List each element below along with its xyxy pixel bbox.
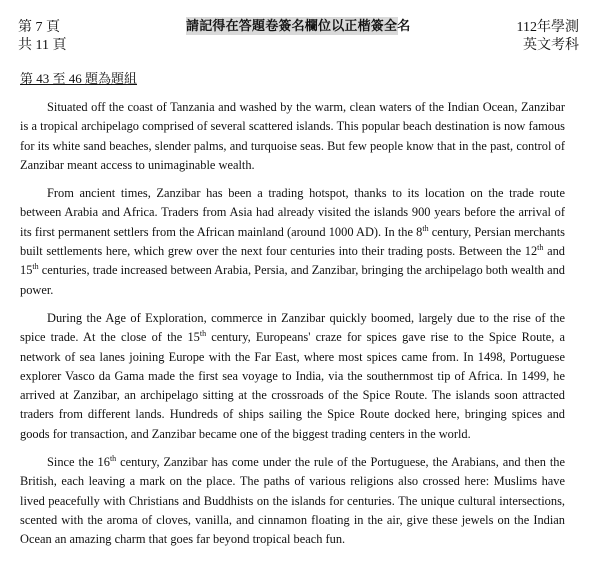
paragraph-text: Since the 16 [47, 455, 110, 470]
paragraph-text: century, Europeans' craze for spices gave rise to the Spice Route, a network of sea lanes joining Europe with the Far East, where most spices came from. In 1498, Portuguese explorer Vasco da Gama made the first sea voyage to India, via the southernmost tip of Africa. In 1499, he arrived at Zanzibar, an archipelago sitting at the crossroads of the Spice Route. The islands soon attracted traders from different lands. Hundreds of ships sailing the Spice Route docked here, bringing spices and goods for transaction, and Zanzibar became one of the biggest trading centers in the world. [20, 330, 566, 441]
exam-info [517, 19, 579, 55]
exam-year: 112年學測 [516, 20, 579, 35]
ordinal-suffix: th [32, 262, 39, 272]
ordinal-suffix: th [109, 454, 117, 464]
passage-paragraph [20, 453, 565, 549]
paragraph-text: century, Zanzibar has come under the rule of the Portuguese, the Arabians, and then the British, each leaving a mark on the place. The paths of various religions also crossed here: Muslims have lived peacefully with Christians and Buddhists on the islands for centuries. The unique cultural intersections, scented with the aroma of cloves, vanilla, and cinnamon floating in the air, give these jewels on the Indian Ocean an amazing charm that goes far beyond tropical beach fun. [20, 455, 565, 547]
question-group-title: 第 43 至 46 題為題組 [20, 71, 138, 86]
reading-passage [20, 98, 565, 559]
passage-paragraph [20, 184, 565, 300]
paragraph-text: century, Persian merchants built settlements here, which grew over the next four centuries into their trading posts. Between the 12 [20, 224, 565, 259]
page-number: 第 7 頁 [18, 20, 60, 35]
paragraph-text: centuries, trade increased between Arabia, Persia, and Zanzibar, bringing the archipelago both wealth and power. [20, 263, 565, 297]
ordinal-suffix: th [537, 243, 544, 253]
paragraph-text: and 15 [20, 244, 565, 278]
paragraph-text: Situated off the coast of Tanzania and washed by the warm, clean waters of the Indian Ocean, Zanzibar is a tropical archipelago comprised of several scattered islands. This popular beach destination is now famous for its white sand beaches, slender palms, and turquoise seas. But few people know that in the past, control of Zanzibar meant access to unimaginable wealth. [20, 100, 565, 172]
ordinal-suffix: th [422, 223, 429, 233]
passage-paragraph [20, 309, 565, 444]
passage-paragraph [20, 98, 565, 175]
signature-instruction-banner: 請記得在答題卷簽名欄位以正楷簽全名 [186, 18, 411, 33]
page-counter [18, 19, 66, 55]
ordinal-suffix: th [199, 329, 207, 339]
exam-subject: 英文考科 [523, 38, 579, 53]
paragraph-text: During the Age of Exploration, commerce in Zanzibar quickly boomed, largely due to the rise of the spice trade. At the close of the 15 [20, 310, 565, 345]
total-pages: 共 11 頁 [18, 38, 67, 53]
paragraph-text: From ancient times, Zanzibar has been a trading hotspot, thanks to its location on the trade route between Arabia and Africa. Traders from Asia had already visited the islands 900 years before the arrival of its first permanent settlers from the African mainland (around 1000 AD). In the 8 [20, 186, 565, 239]
